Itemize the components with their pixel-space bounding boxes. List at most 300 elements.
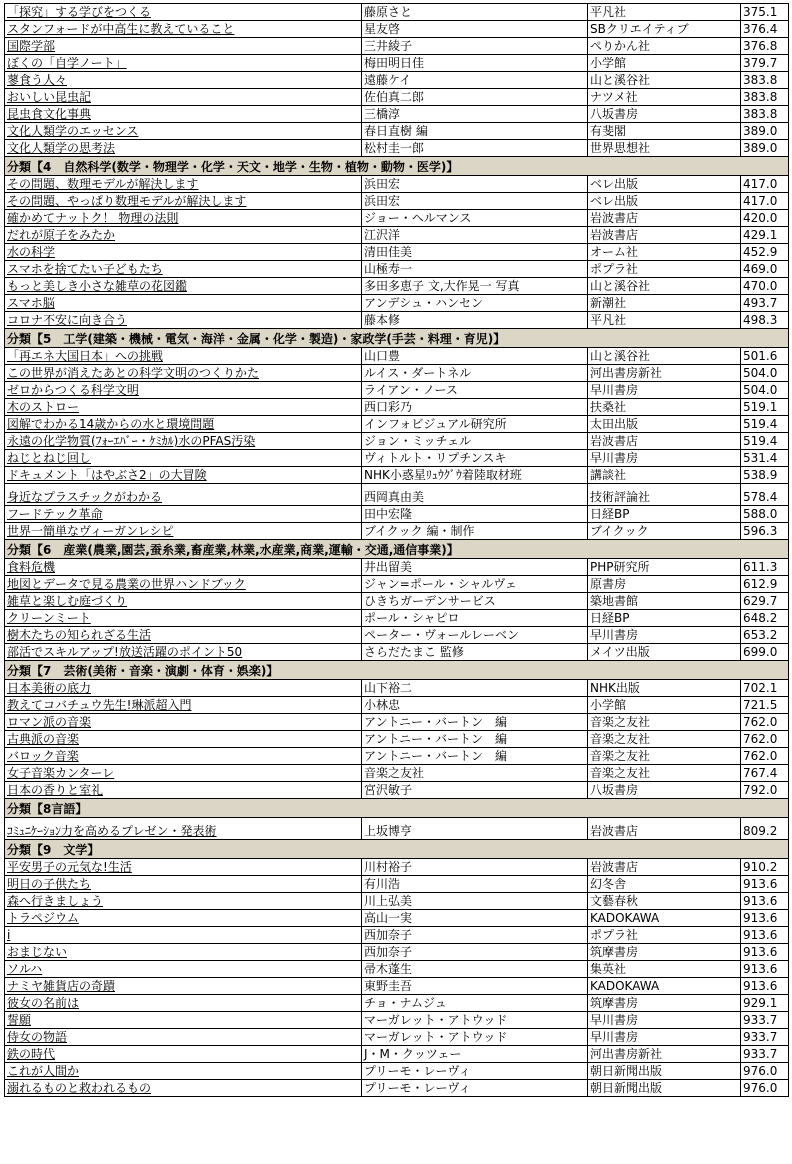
book-title-cell: 明日の子供たち (5, 876, 362, 893)
book-author-cell: 梅田明日佳 (362, 55, 588, 72)
book-publisher-cell: 小学館 (588, 697, 741, 714)
book-row (5, 1029, 789, 1046)
book-row (5, 348, 789, 365)
book-row (5, 876, 789, 893)
book-ndc-cell: 933.7 (741, 1012, 789, 1029)
book-title-cell: 教えてコバチュウ先生!琳派超入門 (5, 697, 362, 714)
book-row (5, 731, 789, 748)
book-row (5, 818, 789, 840)
book-author-cell: 浜田宏 (362, 193, 588, 210)
book-author-cell: チョ・ナムジュ (362, 995, 588, 1012)
book-row (5, 295, 789, 312)
book-ndc-cell: 389.0 (741, 123, 789, 140)
book-title-cell: おまじない (5, 944, 362, 961)
book-ndc-cell: 452.9 (741, 244, 789, 261)
book-author-cell: 西加奈子 (362, 927, 588, 944)
book-ndc-cell: 417.0 (741, 176, 789, 193)
book-publisher-cell: 早川書房 (588, 382, 741, 399)
book-ndc-cell: 913.6 (741, 978, 789, 995)
book-row (5, 140, 789, 157)
book-publisher-cell: 岩波書店 (588, 818, 741, 840)
book-row (5, 680, 789, 697)
book-author-cell: ジョー・ヘルマンス (362, 210, 588, 227)
book-row (5, 416, 789, 433)
book-publisher-cell: ベレ出版 (588, 193, 741, 210)
book-author-cell: 星友啓 (362, 21, 588, 38)
book-author-cell: インフォビジュアル研究所 (362, 416, 588, 433)
book-title-cell: ソルハ (5, 961, 362, 978)
book-ndc-cell: 976.0 (741, 1080, 789, 1097)
book-ndc-cell: 501.6 (741, 348, 789, 365)
book-title-cell: ねじとねじ回し (5, 450, 362, 467)
book-author-cell: アンデシュ・ハンセン (362, 295, 588, 312)
book-title-cell: ゼロからつくる科学文明 (5, 382, 362, 399)
book-ndc-cell: 596.3 (741, 523, 789, 540)
book-author-cell: 小林忠 (362, 697, 588, 714)
book-ndc-cell: 721.5 (741, 697, 789, 714)
book-author-cell: 浜田宏 (362, 176, 588, 193)
book-ndc-cell: 578.4 (741, 484, 789, 506)
book-author-cell: ひきちガーデンサービス (362, 593, 588, 610)
book-publisher-cell: PHP研究所 (588, 559, 741, 576)
book-publisher-cell: オーム社 (588, 244, 741, 261)
book-ndc-cell: 976.0 (741, 1063, 789, 1080)
book-row (5, 89, 789, 106)
book-title-cell: 侍女の物語 (5, 1029, 362, 1046)
book-row (5, 1080, 789, 1097)
book-title-cell: ナミヤ雑貨店の奇蹟 (5, 978, 362, 995)
book-publisher-cell: 早川書房 (588, 627, 741, 644)
book-ndc-cell: 629.7 (741, 593, 789, 610)
book-author-cell: 山極寿一 (362, 261, 588, 278)
book-publisher-cell: 筑摩書房 (588, 995, 741, 1012)
book-row (5, 278, 789, 295)
book-publisher-cell: 有斐閣 (588, 123, 741, 140)
book-author-cell: J・M・クッツェー (362, 1046, 588, 1063)
book-title-cell: i (5, 927, 362, 944)
book-row (5, 644, 789, 661)
book-author-cell: 藤本修 (362, 312, 588, 329)
book-publisher-cell: 太田出版 (588, 416, 741, 433)
book-title-cell: その問題、やっぱり数理モデルが解決します (5, 193, 362, 210)
book-title-cell: 森へ行きましょう (5, 893, 362, 910)
book-title-cell: この世界が消えたあとの科学文明のつくりかた (5, 365, 362, 382)
book-author-cell: ポール・シャピロ (362, 610, 588, 627)
book-row (5, 261, 789, 278)
book-ndc-cell: 762.0 (741, 731, 789, 748)
book-ndc-cell: 389.0 (741, 140, 789, 157)
category-label: 分類【7 芸術(美術・音楽・演劇・体育・娯楽)】 (5, 661, 789, 680)
book-author-cell: 有川浩 (362, 876, 588, 893)
book-title-cell: クリーンミート (5, 610, 362, 627)
book-publisher-cell: 河出書房新社 (588, 1046, 741, 1063)
book-author-cell: 江沢洋 (362, 227, 588, 244)
book-ndc-cell: 417.0 (741, 193, 789, 210)
book-publisher-cell: 技術評論社 (588, 484, 741, 506)
book-title-cell: 永遠の化学物質(ﾌｫｰｴﾊﾞｰ・ｹﾐｶﾙ)水のPFAS汚染 (5, 433, 362, 450)
book-publisher-cell: NHK出版 (588, 680, 741, 697)
book-title-cell: だれが原子をみたか (5, 227, 362, 244)
book-title-cell: 平安男子の元気な!生活 (5, 859, 362, 876)
book-ndc-cell: 913.6 (741, 944, 789, 961)
book-author-cell: 山下裕二 (362, 680, 588, 697)
book-author-cell: 西加奈子 (362, 944, 588, 961)
book-publisher-cell: 山と溪谷社 (588, 278, 741, 295)
book-row (5, 433, 789, 450)
book-publisher-cell: 朝日新聞出版 (588, 1080, 741, 1097)
book-ndc-cell: 648.2 (741, 610, 789, 627)
book-author-cell: 藤原さと (362, 4, 588, 21)
book-title-cell: 溺れるものと救われるもの (5, 1080, 362, 1097)
book-ndc-cell: 519.4 (741, 416, 789, 433)
book-author-cell: ルイス・ダートネル (362, 365, 588, 382)
book-row (5, 506, 789, 523)
book-publisher-cell: ぺりかん社 (588, 38, 741, 55)
book-title-cell: ロマン派の音楽 (5, 714, 362, 731)
book-publisher-cell: 八坂書房 (588, 782, 741, 799)
book-row (5, 995, 789, 1012)
book-title-cell: バロック音楽 (5, 748, 362, 765)
book-ndc-cell: 588.0 (741, 506, 789, 523)
book-ndc-cell: 493.7 (741, 295, 789, 312)
book-publisher-cell: 岩波書店 (588, 433, 741, 450)
book-row (5, 714, 789, 731)
book-row (5, 21, 789, 38)
book-publisher-cell: ナツメ社 (588, 89, 741, 106)
book-title-cell: コロナ不安に向き合う (5, 312, 362, 329)
category-label: 分類【9 文学】 (5, 840, 789, 859)
book-title-cell: 誓願 (5, 1012, 362, 1029)
book-ndc-cell: 469.0 (741, 261, 789, 278)
book-row (5, 782, 789, 799)
book-ndc-cell: 376.8 (741, 38, 789, 55)
book-ndc-cell: 383.8 (741, 106, 789, 123)
book-author-cell: プリーモ・レーヴィ (362, 1063, 588, 1080)
book-author-cell: 山口豊 (362, 348, 588, 365)
book-ndc-cell: 702.1 (741, 680, 789, 697)
book-title-cell: 国際学部 (5, 38, 362, 55)
book-ndc-cell: 498.3 (741, 312, 789, 329)
book-ndc-cell: 383.8 (741, 72, 789, 89)
book-row (5, 176, 789, 193)
book-author-cell: NHK小惑星ﾘｭｳｸﾞｳ着陸取材班 (362, 467, 588, 484)
book-publisher-cell: 文藝春秋 (588, 893, 741, 910)
book-ndc-cell: 913.6 (741, 893, 789, 910)
book-row (5, 944, 789, 961)
book-ndc-cell: 910.2 (741, 859, 789, 876)
book-author-cell: 多田多恵子 文,大作晃一 写真 (362, 278, 588, 295)
book-ndc-cell: 929.1 (741, 995, 789, 1012)
book-author-cell: ヴィトルト・リプチンスキ (362, 450, 588, 467)
book-publisher-cell: 日経BP (588, 506, 741, 523)
book-ndc-cell: 913.6 (741, 876, 789, 893)
book-row (5, 961, 789, 978)
book-title-cell: 「再エネ大国日本」への挑戦 (5, 348, 362, 365)
book-ndc-cell: 504.0 (741, 365, 789, 382)
category-label: 分類【6 産業(農業,園芸,蚕糸業,畜産業,林業,水産業,商業,運輸・交通,通信事業)】 (5, 540, 789, 559)
book-publisher-cell: 音楽之友社 (588, 765, 741, 782)
book-ndc-cell: 519.1 (741, 399, 789, 416)
book-author-cell: アントニー・バートン 編 (362, 748, 588, 765)
book-list-sheet (4, 3, 789, 1097)
book-row (5, 365, 789, 382)
book-ndc-cell: 612.9 (741, 576, 789, 593)
category-header-row (5, 157, 789, 176)
book-title-cell: 確かめてナットク！ 物理の法則 (5, 210, 362, 227)
book-ndc-cell: 420.0 (741, 210, 789, 227)
book-title-cell: 雑草と楽しむ庭づくり (5, 593, 362, 610)
book-publisher-cell: 河出書房新社 (588, 365, 741, 382)
book-ndc-cell: 538.9 (741, 467, 789, 484)
book-title-cell: 身近なプラスチックがわかる (5, 484, 362, 506)
book-publisher-cell: ブイクック (588, 523, 741, 540)
book-title-cell: 日本の香りと室礼 (5, 782, 362, 799)
book-row (5, 748, 789, 765)
book-row (5, 1063, 789, 1080)
book-row (5, 1012, 789, 1029)
book-title-cell: これが人間か (5, 1063, 362, 1080)
category-label: 分類【8言語】 (5, 799, 789, 818)
category-header-row (5, 329, 789, 348)
book-author-cell: 三橋淳 (362, 106, 588, 123)
book-title-cell: 文化人類学の思考法 (5, 140, 362, 157)
book-author-cell: 西口彩乃 (362, 399, 588, 416)
book-publisher-cell: 集英社 (588, 961, 741, 978)
book-publisher-cell: 山と溪谷社 (588, 72, 741, 89)
book-title-cell: フードテック革命 (5, 506, 362, 523)
book-title-cell: 木のストロー (5, 399, 362, 416)
book-ndc-cell: 699.0 (741, 644, 789, 661)
book-publisher-cell: 岩波書店 (588, 227, 741, 244)
book-title-cell: スマホを捨てたい子どもたち (5, 261, 362, 278)
book-row (5, 450, 789, 467)
book-row (5, 910, 789, 927)
book-row (5, 523, 789, 540)
book-row (5, 610, 789, 627)
book-publisher-cell: 平凡社 (588, 4, 741, 21)
book-title-cell: 樹木たちの知られざる生活 (5, 627, 362, 644)
category-header-row (5, 799, 789, 818)
book-row (5, 72, 789, 89)
book-author-cell: 西岡真由美 (362, 484, 588, 506)
book-ndc-cell: 913.6 (741, 927, 789, 944)
book-publisher-cell: 音楽之友社 (588, 714, 741, 731)
book-publisher-cell: 岩波書店 (588, 859, 741, 876)
book-row (5, 697, 789, 714)
book-publisher-cell: 八坂書房 (588, 106, 741, 123)
book-title-cell: 蓼食う人々 (5, 72, 362, 89)
book-title-cell: スマホ脳 (5, 295, 362, 312)
book-row (5, 927, 789, 944)
book-publisher-cell: 平凡社 (588, 312, 741, 329)
book-publisher-cell: 小学館 (588, 55, 741, 72)
book-title-cell: 図解でわかる14歳からの水と環境問題 (5, 416, 362, 433)
book-author-cell: 三井綾子 (362, 38, 588, 55)
book-row (5, 467, 789, 484)
book-ndc-cell: 809.2 (741, 818, 789, 840)
book-ndc-cell: 913.6 (741, 961, 789, 978)
book-publisher-cell: 早川書房 (588, 1012, 741, 1029)
book-row (5, 38, 789, 55)
book-publisher-cell: メイツ出版 (588, 644, 741, 661)
book-ndc-cell: 429.1 (741, 227, 789, 244)
book-row (5, 627, 789, 644)
book-publisher-cell: 音楽之友社 (588, 748, 741, 765)
book-author-cell: 井出留美 (362, 559, 588, 576)
book-author-cell: アントニー・バートン 編 (362, 714, 588, 731)
book-author-cell: 佐伯真二郎 (362, 89, 588, 106)
book-row (5, 765, 789, 782)
book-title-cell: 鉄の時代 (5, 1046, 362, 1063)
book-author-cell: 上坂博亨 (362, 818, 588, 840)
book-row (5, 593, 789, 610)
book-ndc-cell: 653.2 (741, 627, 789, 644)
book-row (5, 193, 789, 210)
book-publisher-cell: 幻冬舎 (588, 876, 741, 893)
book-publisher-cell: 岩波書店 (588, 210, 741, 227)
book-publisher-cell: 新潮社 (588, 295, 741, 312)
book-publisher-cell: 早川書房 (588, 1029, 741, 1046)
book-list-body (5, 4, 789, 1097)
book-author-cell: 松村圭一郎 (362, 140, 588, 157)
book-ndc-cell: 504.0 (741, 382, 789, 399)
book-row (5, 123, 789, 140)
book-row (5, 312, 789, 329)
book-author-cell: 田中宏隆 (362, 506, 588, 523)
book-author-cell: ブイクック 編・制作 (362, 523, 588, 540)
book-ndc-cell: 611.3 (741, 559, 789, 576)
book-list-table (4, 3, 789, 1097)
book-row (5, 893, 789, 910)
book-row (5, 227, 789, 244)
book-row (5, 1046, 789, 1063)
book-title-cell: ドキュメント「はやぶさ2」の大冒険 (5, 467, 362, 484)
book-ndc-cell: 470.0 (741, 278, 789, 295)
book-title-cell: 地図とデータで見る農業の世界ハンドブック (5, 576, 362, 593)
book-title-cell: スタンフォードが中高生に教えていること (5, 21, 362, 38)
book-publisher-cell: 朝日新聞出版 (588, 1063, 741, 1080)
book-ndc-cell: 762.0 (741, 714, 789, 731)
book-row (5, 576, 789, 593)
book-row (5, 210, 789, 227)
book-title-cell: 「探究」する学びをつくる (5, 4, 362, 21)
book-ndc-cell: 519.4 (741, 433, 789, 450)
book-publisher-cell: SBクリエイティブ (588, 21, 741, 38)
book-publisher-cell: 日経BP (588, 610, 741, 627)
book-ndc-cell: 913.6 (741, 910, 789, 927)
book-title-cell: 部活でスキルアップ!放送活躍のポイント50 (5, 644, 362, 661)
book-author-cell: 春日直樹 編 (362, 123, 588, 140)
book-publisher-cell: ベレ出版 (588, 176, 741, 193)
book-row (5, 106, 789, 123)
book-ndc-cell: 933.7 (741, 1046, 789, 1063)
book-title-cell: その問題、数理モデルが解決します (5, 176, 362, 193)
book-title-cell: 世界一簡単なヴィーガンレシピ (5, 523, 362, 540)
book-publisher-cell: 山と溪谷社 (588, 348, 741, 365)
book-ndc-cell: 531.4 (741, 450, 789, 467)
book-row (5, 484, 789, 506)
book-author-cell: 清田佳美 (362, 244, 588, 261)
book-author-cell: ジョン・ミッチェル (362, 433, 588, 450)
book-author-cell: ペーター・ヴォールレーベン (362, 627, 588, 644)
book-publisher-cell: KADOKAWA (588, 910, 741, 927)
book-ndc-cell: 375.1 (741, 4, 789, 21)
book-publisher-cell: 筑摩書房 (588, 944, 741, 961)
book-author-cell: 音楽之友社 (362, 765, 588, 782)
book-publisher-cell: ポプラ社 (588, 927, 741, 944)
category-header-row (5, 661, 789, 680)
book-title-cell: もっと美しき小さな雑草の花図鑑 (5, 278, 362, 295)
book-title-cell: 日本美術の底力 (5, 680, 362, 697)
book-row (5, 399, 789, 416)
book-row (5, 244, 789, 261)
book-author-cell: 帚木蓬生 (362, 961, 588, 978)
book-ndc-cell: 383.8 (741, 89, 789, 106)
book-author-cell: マーガレット・アトウッド (362, 1029, 588, 1046)
book-author-cell: ライアン・ノース (362, 382, 588, 399)
book-publisher-cell: 築地書館 (588, 593, 741, 610)
book-title-cell: トラペジウム (5, 910, 362, 927)
book-publisher-cell: 講談社 (588, 467, 741, 484)
book-title-cell: 食料危機 (5, 559, 362, 576)
book-row (5, 859, 789, 876)
book-title-cell: 彼女の名前は (5, 995, 362, 1012)
book-author-cell: プリーモ・レーヴィ (362, 1080, 588, 1097)
category-label: 分類【4 自然科学(数学・物理学・化学・天文・地学・生物・植物・動物・医学)】 (5, 157, 789, 176)
book-ndc-cell: 933.7 (741, 1029, 789, 1046)
book-ndc-cell: 767.4 (741, 765, 789, 782)
book-publisher-cell: 早川書房 (588, 450, 741, 467)
book-publisher-cell: 原書房 (588, 576, 741, 593)
book-title-cell: ｺﾐｭﾆｹｰｼｮﾝ力を高めるプレゼン・発表術 (5, 818, 362, 840)
book-author-cell: ジャン=ポール・シャルヴェ (362, 576, 588, 593)
book-row (5, 559, 789, 576)
book-title-cell: ぼくの「自学ノート」 (5, 55, 362, 72)
book-publisher-cell: 世界思想社 (588, 140, 741, 157)
book-title-cell: 古典派の音楽 (5, 731, 362, 748)
book-author-cell: 遠藤ケイ (362, 72, 588, 89)
book-author-cell: 宮沢敏子 (362, 782, 588, 799)
book-publisher-cell: 扶桑社 (588, 399, 741, 416)
book-ndc-cell: 762.0 (741, 748, 789, 765)
book-title-cell: 水の科学 (5, 244, 362, 261)
category-header-row (5, 540, 789, 559)
book-author-cell: マーガレット・アトウッド (362, 1012, 588, 1029)
book-row (5, 4, 789, 21)
book-ndc-cell: 792.0 (741, 782, 789, 799)
book-author-cell: さらだたまこ 監修 (362, 644, 588, 661)
category-header-row (5, 840, 789, 859)
book-author-cell: 高山一実 (362, 910, 588, 927)
book-author-cell: 東野圭吾 (362, 978, 588, 995)
book-title-cell: 昆虫食文化事典 (5, 106, 362, 123)
book-row (5, 382, 789, 399)
book-title-cell: 文化人類学のエッセンス (5, 123, 362, 140)
book-title-cell: おいしい昆虫記 (5, 89, 362, 106)
book-publisher-cell: ポプラ社 (588, 261, 741, 278)
category-label: 分類【5 工学(建築・機械・電気・海洋・金属・化学・製造)・家政学(手芸・料理・育児)】 (5, 329, 789, 348)
book-publisher-cell: 音楽之友社 (588, 731, 741, 748)
book-ndc-cell: 376.4 (741, 21, 789, 38)
book-row (5, 55, 789, 72)
book-author-cell: アントニー・バートン 編 (362, 731, 588, 748)
book-author-cell: 川村裕子 (362, 859, 588, 876)
book-title-cell: 女子音楽カンターレ (5, 765, 362, 782)
book-author-cell: 川上弘美 (362, 893, 588, 910)
book-ndc-cell: 379.7 (741, 55, 789, 72)
book-publisher-cell: KADOKAWA (588, 978, 741, 995)
book-row (5, 978, 789, 995)
